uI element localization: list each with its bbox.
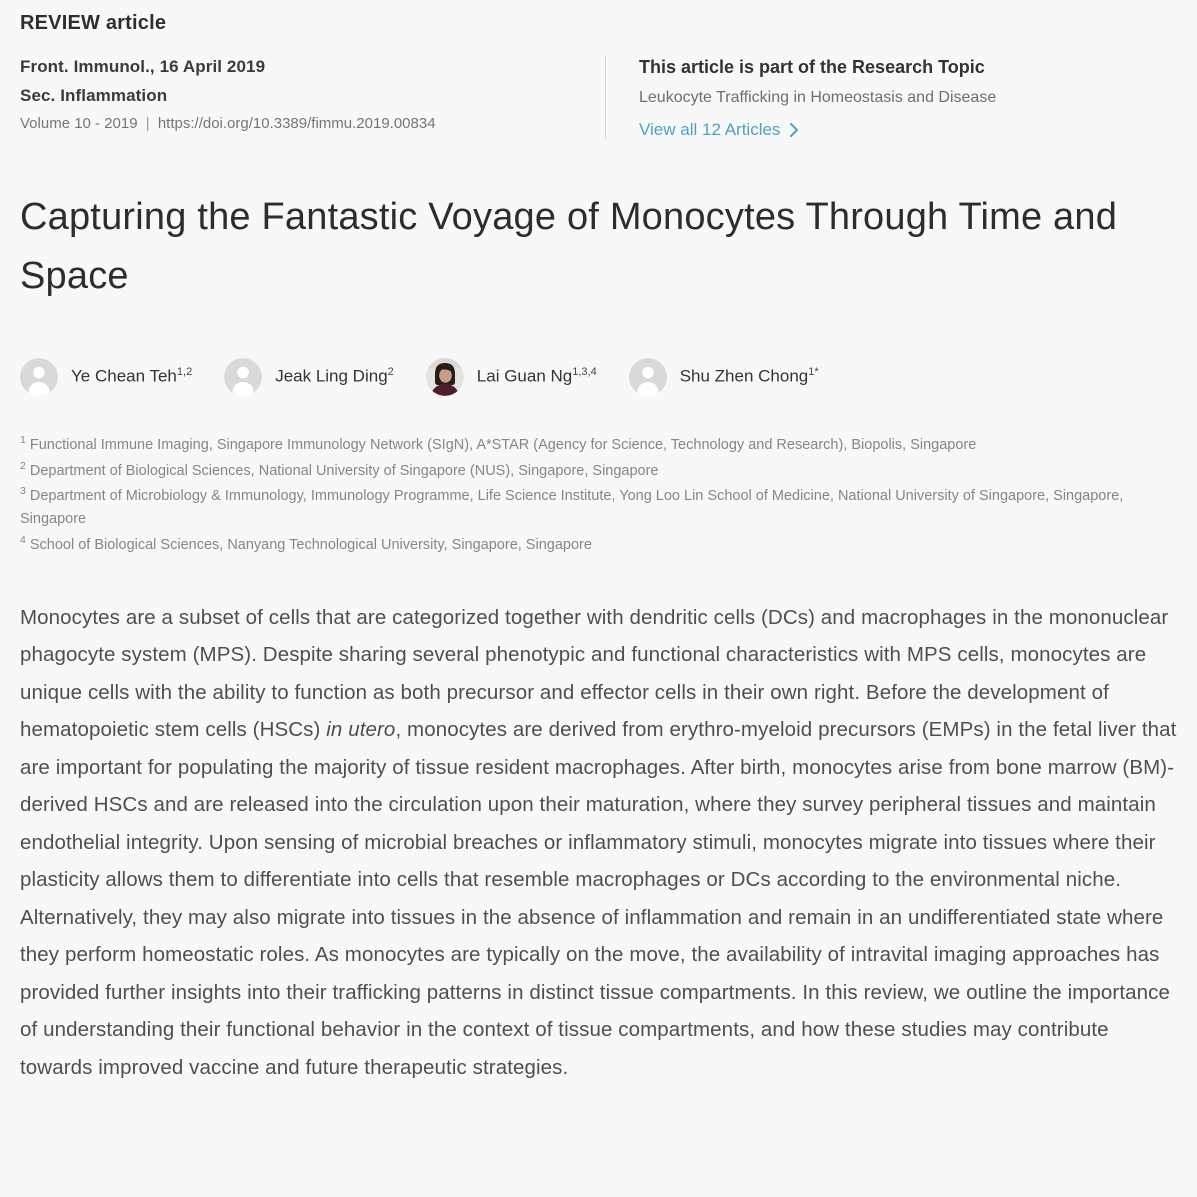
- author-name: Shu Zhen Chong$^{1*}$: [679, 366, 819, 387]
- affiliation-item: $^4$ School of Biological Sciences, Nanyang Technological University, Singapore, Singapore: [20, 533, 592, 553]
- article-type-label: REVIEW article: [20, 12, 167, 34]
- view-all-articles-link[interactable]: [639, 120, 799, 140]
- person-avatar-icon: [629, 358, 667, 396]
- person-avatar-icon: [224, 358, 262, 396]
- chevron-right-icon: [789, 122, 799, 138]
- abstract-part1: Monocytes are a subset of cells that are categorized together with dendritic cells (DCs) and macrophages in the mononuclear phagocyte system (MPS). Despite sharing several phenotypic and functional characteristics with MPS cells, monocytes are unique cells with the ability to function as both precursor and effector cells in their own right. Before the development of hematopoietic stem cells (HSCs): [20, 605, 1169, 742]
- affiliation-item: $^2$ Department of Biological Sciences, National University of Singapore (NUS), Singapore, Singapore: [20, 459, 659, 479]
- author-photo-avatar: [426, 358, 464, 396]
- person-avatar-icon: [20, 358, 58, 396]
- author-name: Jeak Ling Ding$^2$: [275, 366, 394, 387]
- abstract-text: [20, 599, 1177, 1087]
- author-affiliation-sup: 1*: [808, 366, 819, 379]
- abstract-italic-phrase: in utero: [326, 718, 396, 742]
- article-meta-row: [20, 55, 1177, 140]
- affiliation-item: $^3$ Department of Microbiology & Immunology, Immunology Programme, Life Science Institute, Yong Loo Lin School of Medicine, National University of Singapore, Singapore, Singapore: [20, 485, 1124, 527]
- volume-label: Volume 10 - 2019: [20, 115, 138, 132]
- author-name: Lai Guan Ng$^{1,3,4}$: [476, 366, 597, 387]
- journal-section: Sec. Inflammation: [20, 86, 168, 105]
- author-name: Ye Chean Teh$^{1,2}$: [71, 366, 193, 387]
- article-title: Capturing the Fantastic Voyage of Monocytes Through Time and Space: [20, 196, 1118, 297]
- abstract-part2: , monocytes are derived from erythro-myeloid precursors (EMPs) in the fetal liver that are important for populating the majority of tissue resident macrophages. After birth, monocytes arise from bone marrow (BM)-derived HSCs and are released into the circulation upon their maturation, where they survey peripheral tissues and maintain endothelial integrity. Upon sensing of microbial breaches or inflammatory stimuli, monocytes migrate into tissues where their plasticity allows them to differentiate into cells that resemble macrophages or DCs according to the environmental niche. Alternatively, they may also migrate into tissues in the absence of inflammation and remain in an undifferentiated state where they perform homeostatic roles. As monocytes are typically on the move, the availability of intravital imaging approaches has provided further insights into their trafficking patterns in distinct tissue compartments. In this review, we outline the importance of understanding their functional behavior in the context of tissue compartments, and how these studies may contribute towards improved vaccine and future therapeutic strategies.: [20, 718, 1177, 1079]
- research-topic-label: This article is part of the Research Topic: [639, 57, 985, 77]
- research-topic-title: Leukocyte Trafficking in Homeostasis and Disease: [639, 89, 997, 106]
- view-all-articles-label: View all 12 Articles: [639, 120, 781, 139]
- author-item[interactable]: [426, 358, 597, 396]
- doi-link[interactable]: https://doi.org/10.3389/fimmu.2019.00834: [157, 115, 436, 132]
- affiliation-list: [20, 432, 1177, 557]
- author-list: [20, 358, 1177, 396]
- author-item[interactable]: [20, 358, 192, 396]
- journal-name-date: Front. Immunol., 16 April 2019: [20, 57, 266, 76]
- author-item[interactable]: [629, 358, 819, 396]
- doi-separator: |: [145, 115, 150, 132]
- author-affiliation-sup: 1,2: [176, 366, 193, 379]
- affiliation-item: $^1$ Functional Immune Imaging, Singapore Immunology Network (SIgN), A*STAR (Agency for Science, Technology and Research), Biopolis, Singapore: [20, 433, 977, 453]
- author-affiliation-sup: 2: [387, 366, 394, 379]
- author-item[interactable]: [224, 358, 394, 396]
- author-affiliation-sup: 1,3,4: [572, 366, 597, 379]
- volume-doi-line: [20, 115, 605, 132]
- research-topic-panel: [605, 55, 1177, 140]
- journal-meta: [20, 55, 605, 140]
